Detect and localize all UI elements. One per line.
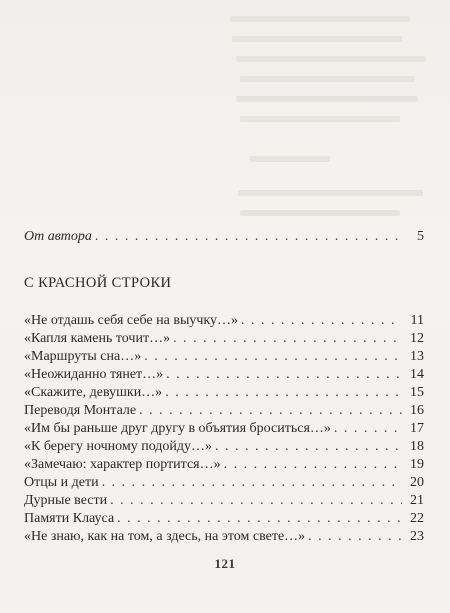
toc-entry[interactable] [24, 384, 424, 402]
dot-leader [102, 474, 402, 492]
toc-entry-title: Отцы и дети [24, 475, 99, 490]
toc-entry-page: 22 [410, 511, 424, 526]
toc-entry-title: «Неожиданно тянет…» [24, 367, 164, 382]
toc-entry-page: 13 [410, 349, 424, 364]
toc-entry[interactable] [24, 528, 424, 546]
toc-entry-page: 12 [410, 331, 424, 346]
toc-entry[interactable] [24, 330, 424, 348]
toc-entry-page: 15 [410, 385, 424, 400]
dot-leader [165, 384, 402, 402]
toc-entry[interactable] [24, 438, 424, 456]
toc-entry-page: 18 [410, 439, 424, 454]
toc-entry[interactable] [24, 348, 424, 366]
toc-entry-title: «Не знаю, как на том, а здесь, на этом свете…» [24, 529, 306, 544]
toc-entry-title: Дурные вести [24, 493, 108, 508]
toc-entry-title: Переводя Монтале [24, 403, 137, 418]
dot-leader [110, 492, 402, 510]
dot-leader [117, 510, 402, 528]
toc-entry[interactable] [24, 312, 424, 330]
toc-entry[interactable] [24, 402, 424, 420]
toc-entry[interactable] [24, 492, 424, 510]
toc-entry-title: Памяти Клауса [24, 511, 115, 526]
dot-leader [241, 312, 402, 330]
toc-entry[interactable] [24, 456, 424, 474]
toc-entry-title: «Капля камень точит…» [24, 331, 171, 346]
toc-entry-title: «К берегу ночному подойду…» [24, 439, 213, 454]
dot-leader [334, 420, 402, 438]
toc-entry[interactable] [24, 366, 424, 384]
toc-entry-title: «Скажите, девушки…» [24, 385, 163, 400]
toc-entry-preface[interactable] [24, 228, 424, 246]
dot-leader [95, 228, 402, 246]
dot-leader [173, 330, 402, 348]
toc-entry-title: «Маршруты сна…» [24, 349, 142, 364]
bleed-through-text [0, 0, 450, 230]
toc-entry-page: 5 [417, 229, 424, 244]
toc-entry-title: «Замечаю: характер портится…» [24, 457, 221, 472]
toc-entry-page: 14 [410, 367, 424, 382]
toc-entry-title: «Не отдашь себя себе на выучку…» [24, 313, 239, 328]
toc-entry[interactable] [24, 474, 424, 492]
dot-leader [215, 438, 402, 456]
toc-entry[interactable] [24, 420, 424, 438]
toc-entry-page: 16 [410, 403, 424, 418]
toc-entry[interactable] [24, 510, 424, 528]
page-number: 121 [214, 556, 236, 571]
toc-entry-page: 19 [410, 457, 424, 472]
dot-leader [139, 402, 402, 420]
toc-entry-page: 20 [410, 475, 424, 490]
toc-entry-page: 17 [410, 421, 424, 436]
toc-entry-page: 21 [410, 493, 424, 508]
dot-leader [144, 348, 402, 366]
toc-entry-page: 23 [410, 529, 424, 544]
dot-leader [308, 528, 402, 546]
dot-leader [166, 366, 402, 384]
toc-entry-page: 11 [410, 313, 424, 328]
section-heading: С КРАСНОЙ СТРОКИ [24, 275, 172, 291]
toc-entry-title: От автора [24, 229, 92, 244]
dot-leader [224, 456, 402, 474]
toc-entry-title: «Им бы раньше друг другу в объятия броситься…» [24, 421, 331, 436]
